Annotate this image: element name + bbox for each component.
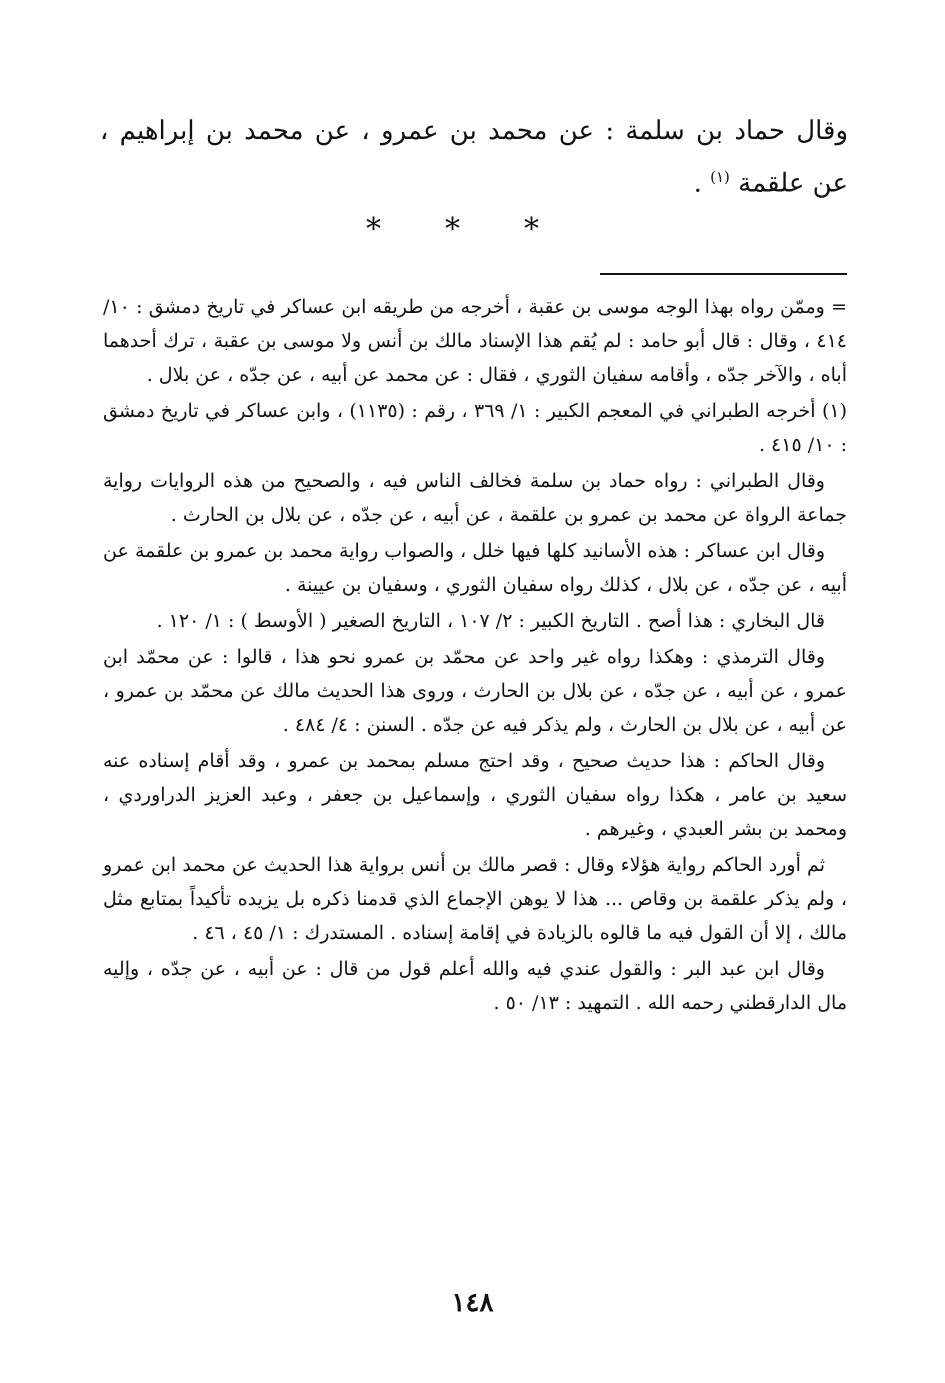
footnote-separator — [600, 273, 847, 275]
ornament-star: * — [366, 212, 421, 247]
ornament-star: * — [524, 212, 579, 247]
footnote-paragraph-tabarani: وقال الطبراني : رواه حماد بن سلمة فخالف الناس فيه ، والصحيح من هذه الروايات رواية جماعة الرواة عن محمد بن عمرو بن علقمة ، عن أبيه ، عن جدّه ، عن بلال بن الحارث . — [103, 470, 847, 526]
ornament-star: * — [445, 212, 500, 247]
page-number: ١٤٨ — [451, 1288, 494, 1318]
footnote-continuation: = وممّن رواه بهذا الوجه موسى بن عقبة ، أخرجه من طريقه ابن عساكر في تاريخ دمشق : ١٠/ ٤١٤ ، وقال : قال أبو حامد : لم يُقم هذا الإسناد مالك بن أنس ولا موسى بن عقبة ، ترك أحدهما أباه ، والآخر جدّه ، وأقامه سفيان الثوري ، فقال : عن محمد عن أبيه ، عن جدّه ، عن بلال . — [103, 296, 848, 386]
footnote-paragraph-tirmidhi: وقال الترمذي : وهكذا رواه غير واحد عن محمّد بن عمرو نحو هذا ، قالوا : عن محمّد ابن عمرو ، عن أبيه ، عن جدّه ، عن بلال بن الحارث ، وروى هذا الحديث مالك عن محمّد بن عمرو ، عن أبيه ، عن بلال بن الحارث ، ولم يذكر فيه عن جدّه . السنن : ٤/ ٤٨٤ . — [103, 646, 847, 736]
main-paragraph-end: . — [693, 168, 711, 199]
footnote-paragraph-ibn-abd-al-barr: وقال ابن عبد البر : والقول عندي فيه والله أعلم قول من قال : عن أبيه ، عن جدّه ، وإليه مال الدارقطني رحمه الله . التمهيد : ١٣/ ٥٠ . — [103, 958, 847, 1014]
main-paragraph — [100, 108, 848, 207]
footnote-ref: (١) — [710, 168, 730, 186]
section-ornament — [0, 212, 945, 247]
main-text-block — [100, 108, 848, 207]
footnote-1: (١) أخرجه الطبراني في المعجم الكبير : ١/ ٣٦٩ ، رقم : (١١٣٥) ، وابن عساكر في تاريخ دمشق : ١٠/ ٤١٥ . — [103, 400, 847, 456]
footnotes-block — [103, 290, 847, 1022]
footnote-paragraph-bukhari: قال البخاري : هذا أصح . التاريخ الكبير : ٢/ ١٠٧ ، التاريخ الصغير ( الأوسط ) : ١/ ١٢٠ . — [156, 610, 825, 632]
footnote-paragraph-hakim-2: ثم أورد الحاكم رواية هؤلاء وقال : قصر مالك بن أنس برواية هذا الحديث عن محمد ابن عمرو ، ولم يذكر علقمة بن وقاص ... هذا لا يوهن الإجماع الذي قدمنا ذكره بل يزيده تأكيداً بمتابع مثل مالك ، إلا أن القول فيه ما قالوه بالزيادة في إقامة إسناده . المستدرك : ١/ ٤٥ ، ٤٦ . — [103, 854, 847, 944]
footnote-paragraph-ibn-asakir: وقال ابن عساكر : هذه الأسانيد كلها فيها خلل ، والصواب رواية محمد بن عمرو بن علقمة عن أبيه ، عن جدّه ، عن بلال ، كذلك رواه سفيان الثوري ، وسفيان بن عيينة . — [103, 540, 847, 596]
main-paragraph-text: وقال حماد بن سلمة : عن محمد بن عمرو ، عن محمد بن إبراهيم ، عن علقمة — [100, 116, 848, 199]
footnote-paragraph-hakim: وقال الحاكم : هذا حديث صحيح ، وقد احتج مسلم بمحمد بن عمرو ، وقد أقام إسناده عنه سعيد بن عامر ، هكذا رواه سفيان الثوري ، وإسماعيل بن جعفر ، وعبد العزيز الدراوردي ، ومحمد بن بشر العبدي ، وغيرهم . — [103, 750, 847, 840]
